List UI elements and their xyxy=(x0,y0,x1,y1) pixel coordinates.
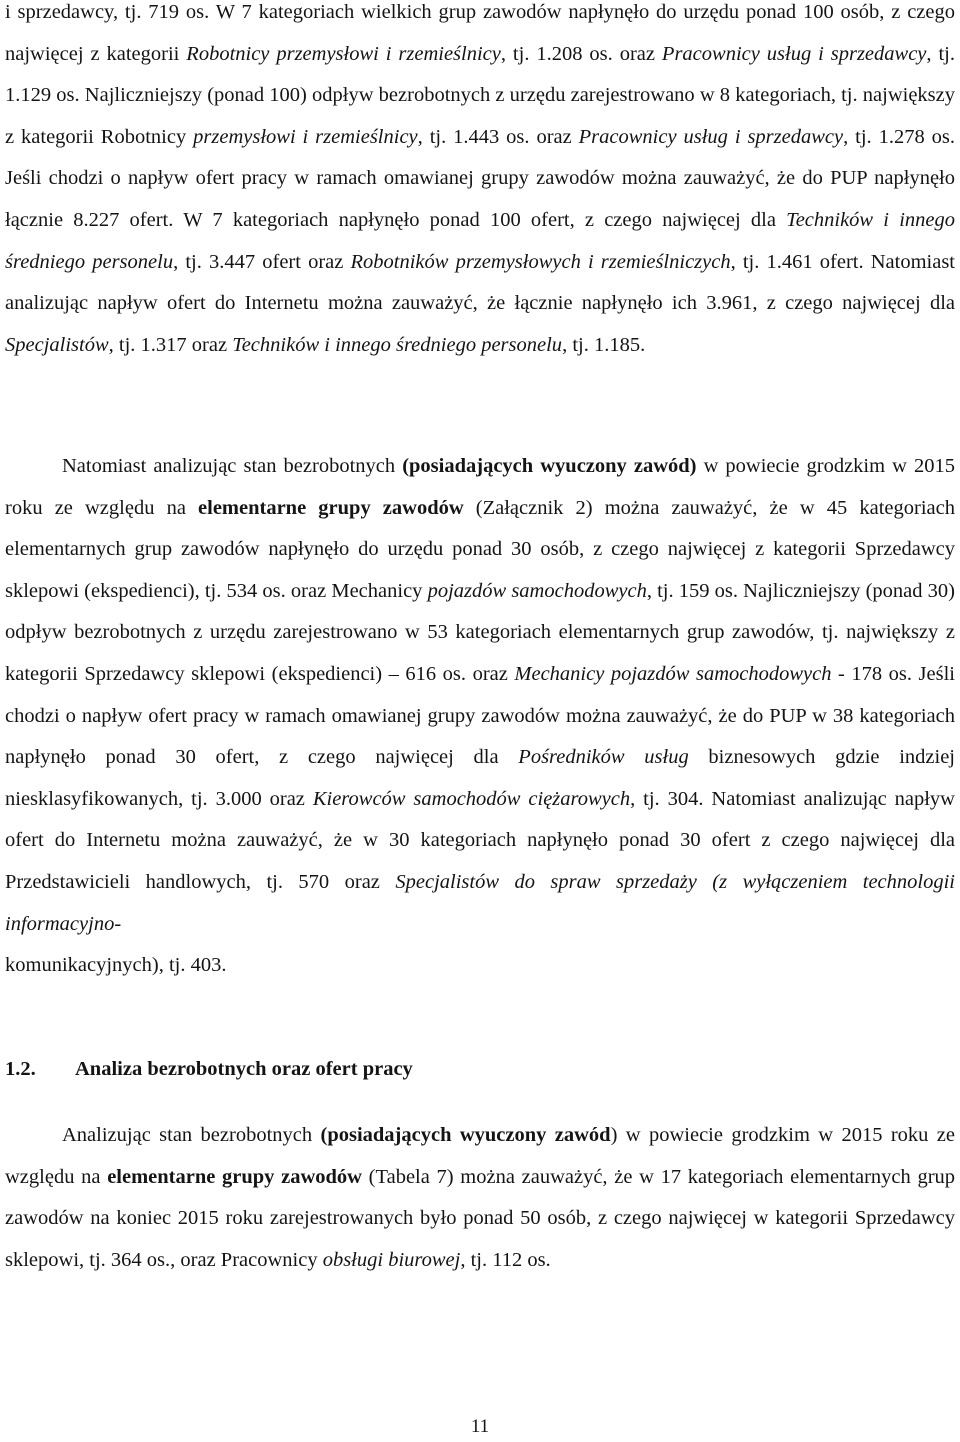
italic-term: Robotników przemysłowych i rzemieślniczych xyxy=(350,250,731,273)
text-run: ) w powiecie grodzkim w 2015 roku ze względu na xyxy=(5,1124,955,1188)
text-run: (Załącznik 2) można zauważyć, że w 45 kategoriach elementarnych grup zawodów napłynęło do urzędu ponad 30 osób, z czego najwięcej z kategorii Sprzedawcy sklepowi (ekspedienci), tj. 534 os. oraz Mechanicy xyxy=(5,496,955,602)
italic-term: obsługi biurowej xyxy=(322,1248,461,1271)
italic-term: pojazdów samochodowych xyxy=(427,579,647,602)
text-run: , tj. 112 os. xyxy=(460,1248,551,1271)
italic-term: Kierowców samochodów ciężarowych xyxy=(312,787,631,810)
italic-term: Techników i innego średniego personelu xyxy=(232,333,563,356)
italic-term: Robotnicy przemysłowi i rzemieślnicy xyxy=(186,42,501,65)
bold-term: elementarne grupy zawodów xyxy=(198,496,464,519)
text-run: Natomiast analizując stan bezrobotnych xyxy=(62,455,403,477)
paragraph-continued xyxy=(5,0,955,366)
document-page xyxy=(5,0,955,1442)
bold-term: (posiadających wyuczony zawód) xyxy=(402,455,697,477)
italic-term: Specjalistów do spraw sprzedaży (z wyłączeniem technologii informacyjno- xyxy=(5,870,955,935)
text-run: w powiecie grodzkim w 2015 roku ze względu na xyxy=(5,455,955,519)
italic-term: Techników i innego średniego personelu xyxy=(5,208,955,273)
text-run: - 178 os. Jeśli chodzi o napływ ofert pracy w ramach omawianej grupy zawodów można zauważyć, że do PUP w 38 kategoriach napłynęło ponad 30 ofert, z czego najwięcej dla xyxy=(5,662,955,769)
text-run: (Tabela 7) można zauważyć, że w 17 kategoriach elementarnych grup zawodów na koniec 2015 roku zarejestrowanych było ponad 50 osób, z czego najwięcej w kategorii Sprzedawcy sklepowi, tj. 364 os., oraz Pracownicy xyxy=(5,1165,956,1271)
text-run: , tj. 1.317 oraz xyxy=(108,333,233,356)
page-number: 11 xyxy=(470,1416,490,1437)
text-run: Analizując stan bezrobotnych xyxy=(62,1124,321,1146)
italic-term: Pracownicy usług i sprzedawcy xyxy=(578,125,844,148)
paragraph-elementary-groups xyxy=(5,446,955,987)
italic-term: Specjalistów xyxy=(5,333,109,356)
bold-term: elementarne grupy zawodów xyxy=(107,1165,362,1188)
text-run: biznesowych gdzie indziej niesklasyfikowanych, tj. 3.000 oraz xyxy=(5,746,955,810)
text-run: , tj. 1.443 os. oraz xyxy=(417,125,579,148)
text-run: , tj. 304. Natomiast analizując napływ ofert do Internetu można zauważyć, że w 30 kategoriach napłynęło ponad 30 ofert z czego najwięcej dla Przedstawicieli handlowych, tj. 570 oraz xyxy=(5,787,955,893)
text-run: , tj. 3.447 ofert oraz xyxy=(173,250,351,273)
italic-term: Pośredników usług xyxy=(518,746,689,769)
text-run: komunikacyjnych), tj. 403. xyxy=(5,954,227,977)
section-number: 1.2. xyxy=(5,1058,36,1080)
bold-term: (posiadających wyuczony zawód xyxy=(320,1124,611,1146)
italic-term: Mechanicy pojazdów samochodowych xyxy=(514,662,832,685)
italic-term: przemysłowi i rzemieślnicy xyxy=(193,125,418,148)
text-run: , tj. 1.461 ofert. Natomiast analizując napływ ofert do Internetu można zauważyć, że łącznie napłynęło ich 3.961, z czego najwięcej dla xyxy=(5,250,955,315)
text-run: , tj. 1.129 os. Najliczniejszy (ponad 100) odpływ bezrobotnych z urzędu zarejestrowano w 8 kategoriach, tj. największy z kategorii Robotnicy xyxy=(5,42,955,148)
text-run: , tj. 1.278 os. Jeśli chodzi o napływ ofert pracy w ramach omawianej grupy zawodów można zauważyć, że do PUP napłynęło łącznie 8.227 ofert. W 7 kategoriach napłynęło ponad 100 ofert, z czego najwięcej dla xyxy=(5,125,955,231)
paragraph-analysis xyxy=(5,1115,955,1281)
text-run: , tj. 1.185. xyxy=(562,333,646,356)
text-run: i sprzedawcy, tj. 719 os. W 7 kategoriach wielkich grup zawodów napłynęło do urzędu ponad 100 osób, z czego najwięcej z kategorii xyxy=(5,1,955,65)
italic-term: Pracownicy usług i sprzedawcy xyxy=(661,42,927,65)
section-title: Analiza bezrobotnych oraz ofert pracy xyxy=(75,1058,413,1080)
section-heading xyxy=(5,1049,955,1091)
text-run: , tj. 1.208 os. oraz xyxy=(500,42,662,65)
text-run: , tj. 159 os. Najliczniejszy (ponad 30) odpływ bezrobotnych z urzędu zarejestrowano w 53 kategoriach elementarnych grup zawodów, tj. największy z kategorii Sprzedawcy sklepowi (ekspedienci) – 616 os. oraz xyxy=(5,579,955,685)
